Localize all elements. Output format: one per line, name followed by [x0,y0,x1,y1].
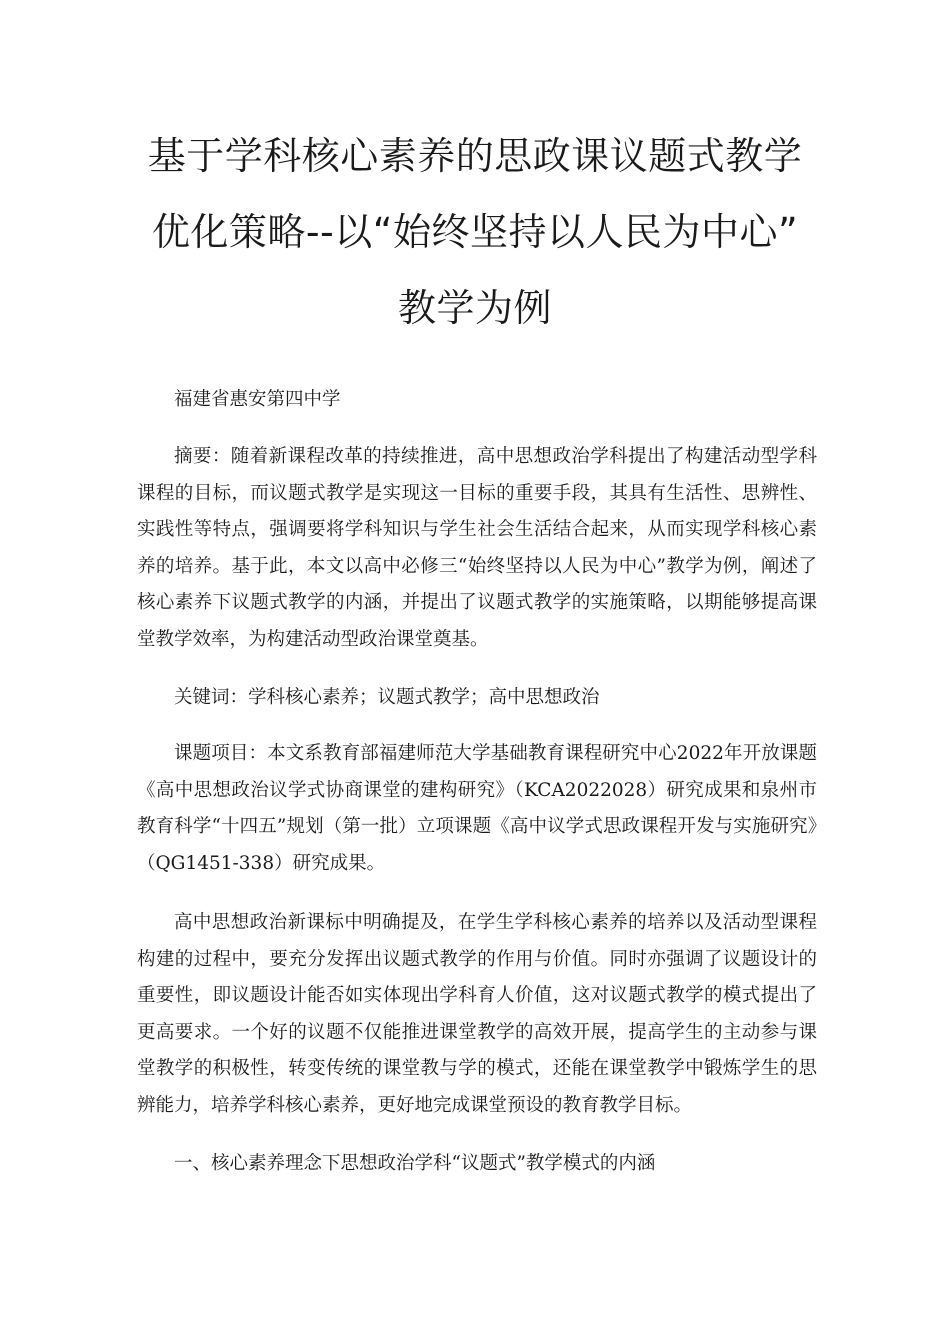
document-title [120,118,830,346]
author-affiliation: 福建省惠安第四中学 [174,389,341,410]
title-line-1: 基于学科核心素养的思政课议题式教学 [147,134,803,178]
abstract-paragraph: 摘要：随着新课程改革的持续推进，高中思想政治学科提出了构建活动型学科课程的目标，而议题式教学是实现这一目标的重要手段，其具有生活性、思辨性、实践性等特点，强调要将学科知识与学生社会生活结合起来，从而实现学科核心素养的培养。基于此，本文以高中必修三“始终坚持以人民为中心”教学为例，阐述了核心素养下议题式教学的内涵，并提出了议题式教学的实施策略，以期能够提高课堂教学效率，为构建活动型政治课堂奠基。 [137,446,817,650]
title-line-2: 优化策略--以“始终坚持以人民为中心” [151,210,799,254]
title-line-3: 教学为例 [397,286,552,330]
intro-paragraph: 高中思想政治新课标中明确提及，在学生学科核心素养的培养以及活动型课程构建的过程中，要充分发挥出议题式教学的作用与价值。同时亦强调了议题设计的重要性，即议题设计能否如实体现出学科育人价值，这对议题式教学的模式提出了更高要求。一个好的议题不仅能推进课堂教学的高效开展，提高学生的主动参与课堂教学的积极性，转变传统的课堂教与学的模式，还能在课堂教学中锻炼学生的思辨能力，培养学科核心素养，更好地完成课堂预设的教育教学目标。 [137,912,817,1116]
keywords-line: 关键词：学科核心素养；议题式教学；高中思想政治 [174,687,600,708]
project-funding-paragraph: 课题项目：本文系教育部福建师范大学基础教育课程研究中心2022年开放课题《高中思想政治议学式协商课堂的建构研究》（KCA2022028）研究成果和泉州市教育科学“十四五”规划（第一批）立项课题《高中议学式思政课程开发与实施研究》（QG1451-338）研究成果。 [137,743,817,874]
section-heading: 一、核心素养理念下思想政治学科“议题式”教学模式的内涵 [174,1153,656,1174]
